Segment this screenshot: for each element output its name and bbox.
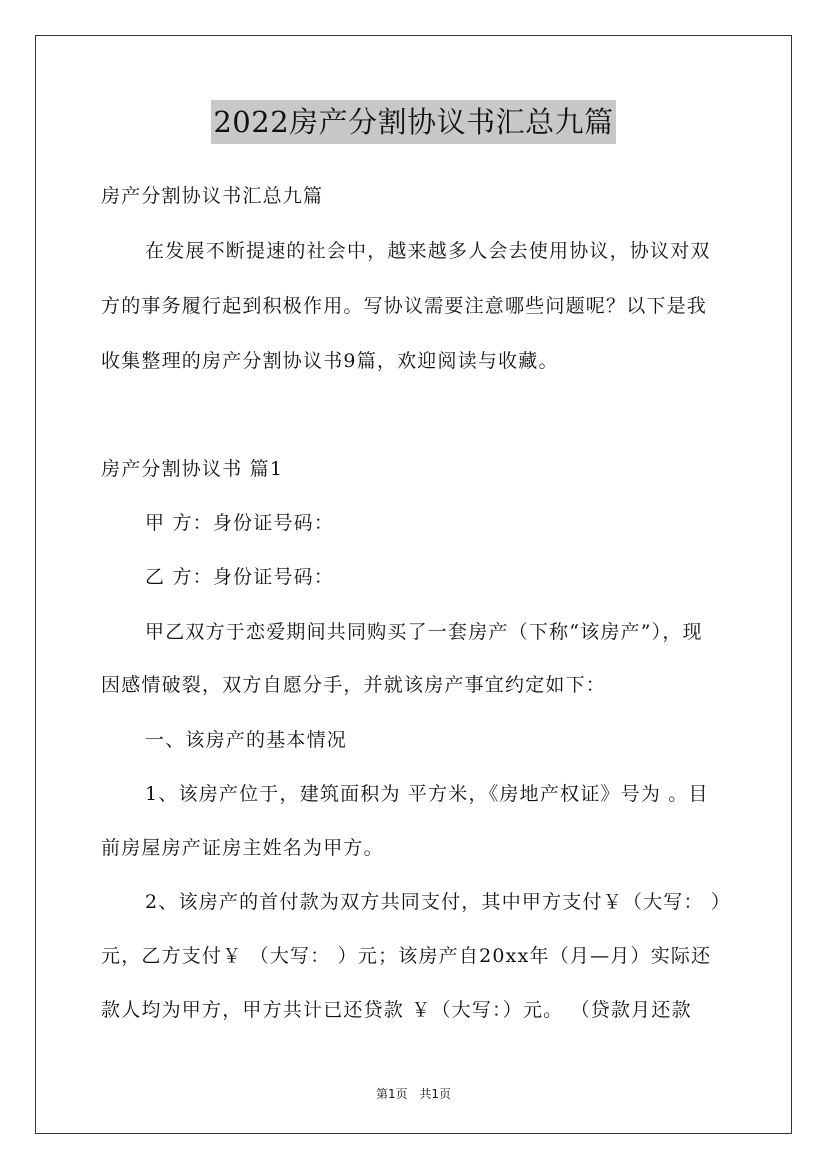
- body-line: 乙 方：身份证号码：: [145, 566, 335, 588]
- body-line: 前房屋房产证房主姓名为甲方。: [101, 837, 384, 859]
- title-container: [0, 100, 827, 144]
- body-line: 一、该房产的基本情况: [145, 729, 348, 751]
- body-line: 在发展不断提速的社会中，越来越多人会去使用协议，协议对双: [145, 240, 711, 262]
- body-line: 方的事务履行起到积极作用。写协议需要注意哪些问题呢？以下是我: [101, 295, 708, 317]
- body-line: 2、该房产的首付款为双方共同支付，其中甲方支付￥（大写： ）: [145, 891, 732, 913]
- page-total: 共1页: [419, 1087, 452, 1101]
- page-number: 第1页: [375, 1087, 408, 1101]
- body-line: 因感情破裂，双方自愿分手，并就该房产事宜约定如下：: [101, 674, 607, 696]
- body-line: 收集整理的房产分割协议书9篇，欢迎阅读与收藏。: [101, 350, 559, 372]
- body-line: 款人均为甲方，甲方共计已还贷款 ￥（大写：）元。 （贷款月还款: [101, 999, 692, 1021]
- body-line: 元，乙方支付￥ （大写： ）元；该房产自20xx年（月—月）实际还: [101, 945, 712, 967]
- body-line: 甲 方：身份证号码：: [145, 512, 335, 534]
- body-line: 甲乙双方于恋爱期间共同购买了一套房产（下称“该房产”），现: [145, 621, 703, 643]
- body-line: 1、该房产位于，建筑面积为 平方米，《房地产权证》号为 。目: [145, 783, 709, 805]
- page-footer: [0, 1085, 827, 1102]
- subtitle-line: 房产分割协议书汇总九篇: [101, 185, 324, 207]
- document-title: 2022房产分割协议书汇总九篇: [211, 100, 615, 144]
- section-heading: 房产分割协议书 篇1: [101, 458, 284, 480]
